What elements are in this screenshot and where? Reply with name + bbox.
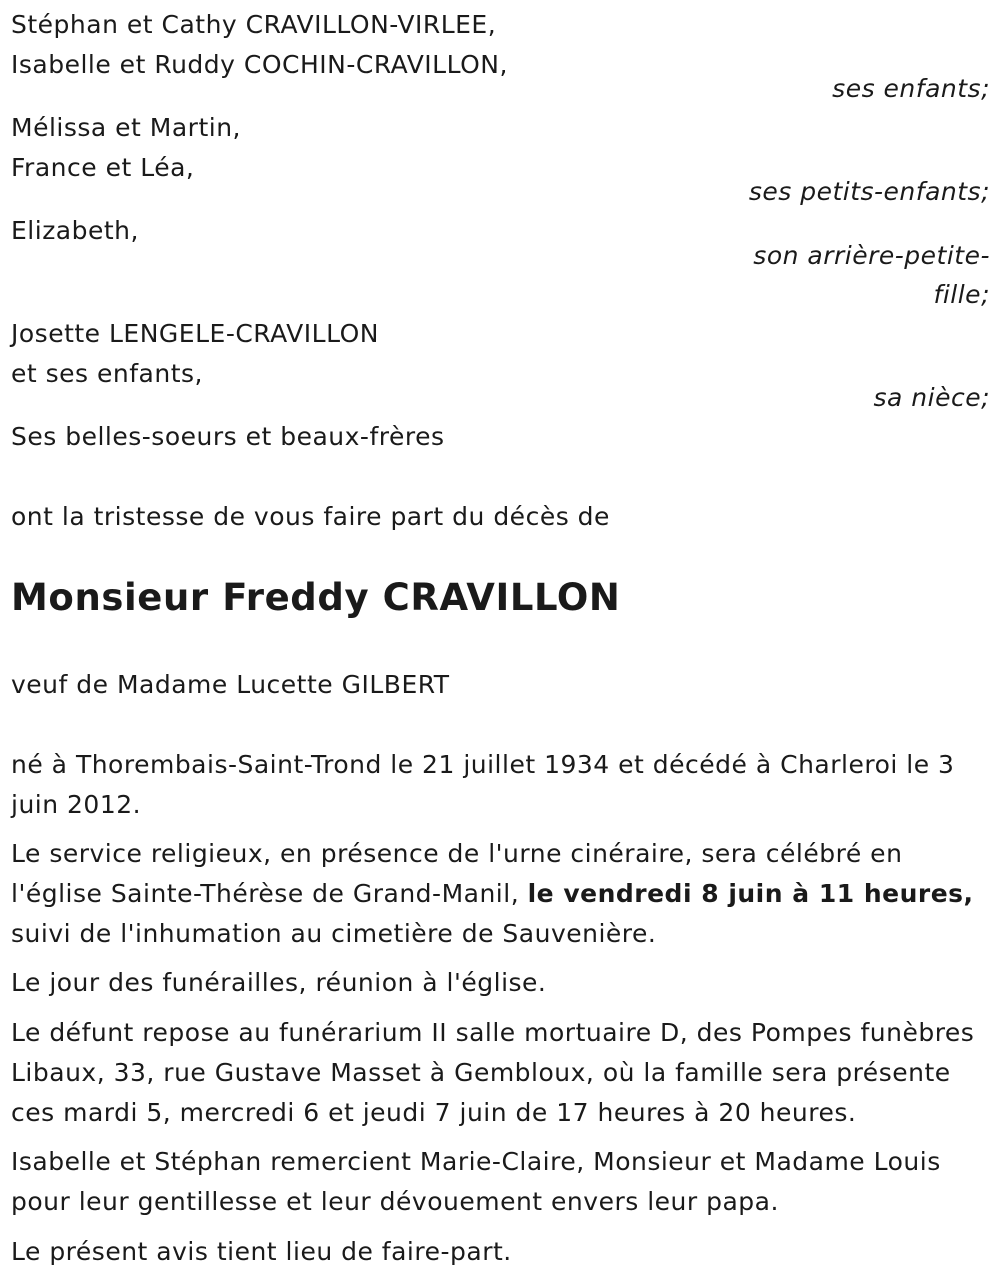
in-laws-line: Ses belles-soeurs et beaux-frères: [11, 422, 445, 451]
grandchildren-line-1: Mélissa et Martin,: [11, 113, 241, 142]
announcement-line: ont la tristesse de vous faire part du décès de: [11, 502, 610, 531]
gathering-paragraph: Le jour des funérailles, réunion à l'église.: [11, 968, 547, 997]
great-grandchild-role-line-2: fille;: [933, 280, 990, 309]
service-text-before: Le service religieux, en présence de l'urne cinéraire, sera célébré en l'église Sainte-Thérèse de Grand-Manil,: [11, 839, 903, 908]
great-grandchild-role-line-1: son arrière-petite-: [753, 241, 990, 270]
niece-role: sa nièce;: [873, 383, 990, 412]
grandchildren-line-2: France et Léa,: [11, 153, 195, 182]
niece-line-1: Josette LENGELE-CRAVILLON: [11, 319, 379, 348]
widower-line: veuf de Madame Lucette GILBERT: [11, 670, 450, 699]
children-role: ses enfants;: [832, 74, 990, 103]
grandchildren-role: ses petits-enfants;: [748, 177, 990, 206]
service-paragraph: [11, 834, 996, 954]
great-grandchild-line: Elizabeth,: [11, 216, 139, 245]
niece-line-2: et ses enfants,: [11, 359, 203, 388]
children-line-1: Stéphan et Cathy CRAVILLON-VIRLEE,: [11, 10, 497, 39]
service-date-bold: le vendredi 8 juin à 11 heures,: [527, 879, 974, 908]
funerarium-paragraph: Le défunt repose au funérarium II salle mortuaire D, des Pompes funèbres Libaux, 33, rue Gustave Masset à Gembloux, où la famille sera présente ces mardi 5, mercredi 6 et jeudi 7 juin de 17 heures à 20 heures.: [11, 1018, 975, 1127]
closing-paragraph: Le présent avis tient lieu de faire-part.: [11, 1237, 512, 1266]
service-text-after: suivi de l'inhumation au cimetière de Sauvenière.: [11, 919, 657, 948]
birth-death-paragraph: né à Thorembais-Saint-Trond le 21 juillet 1934 et décédé à Charleroi le 3 juin 2012.: [11, 750, 955, 819]
deceased-name: Monsieur Freddy CRAVILLON: [11, 576, 621, 619]
thanks-paragraph: Isabelle et Stéphan remercient Marie-Claire, Monsieur et Madame Louis pour leur gentillesse et leur dévouement envers leur papa.: [11, 1147, 941, 1216]
children-line-2: Isabelle et Ruddy COCHIN-CRAVILLON,: [11, 50, 508, 79]
